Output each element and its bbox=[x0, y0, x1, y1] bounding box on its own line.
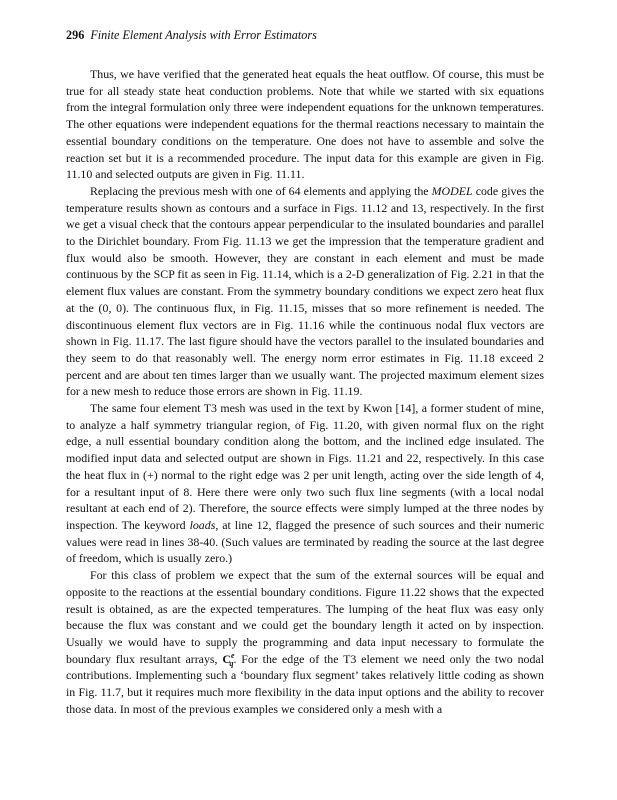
paragraph-1: Thus, we have verified that the generated heat equals the heat outflow. Of course, this must be true for all steady state heat conduction problems. Note that while we started with six equations from the integral formulation only three were independent equations for the unknown temperatures. The other equations were independent equations for the thermal reactions necessary to maintain the essential boundary conditions on the temperature. One does not have to assemble and solve the reaction set but it is a recommended procedure. The input data for this example are given in Fig. 11.10 and selected outputs are given in Fig. 11.11. bbox=[66, 67, 544, 182]
loads-keyword: loads bbox=[189, 517, 216, 532]
flux-array-letter: C bbox=[222, 651, 231, 666]
paragraph-4-part-a: For this class of problem we expect that the sum of the external sources will be equal and opposite to the reactions at the essential boundary conditions. Figure 11.22 shows that the expected result is obtained, as are the expected temperatures. The lumping of the heat flux was easy only because the flux was constant and we could get the boundary length it acted on by inspection. Usually we would have to supply the programming and data input necessary to formulate the boundary flux resultant arrays, bbox=[66, 568, 544, 666]
body-text bbox=[66, 66, 544, 717]
paragraph-2 bbox=[66, 183, 544, 400]
paragraph-4 bbox=[66, 567, 544, 717]
running-title: Finite Element Analysis with Error Estimators bbox=[90, 28, 317, 42]
page-number: 296 bbox=[66, 28, 85, 42]
paragraph-2-part-b: code gives the temperature results shown as contours and a surface in Figs. 11.12 and 13, respectively. In the first we get a visual check that the contours appear perpendicular to the insulated boundaries and parallel to the Dirichlet boundary. From Fig. 11.13 we get the impression that the temperature gradient and flux would also be smooth. However, they are constant in each element and must be made continuous by the SCP fit as seen in Fig. 11.14, which is a 2-D generalization of Fig. 2.21 in that the element flux values are constant. From the symmetry boundary conditions we expect zero heat flux at the (0, 0). The continuous flux, in Fig. 11.15, misses that so more refinement is needed. The discontinuous element flux vectors are in Fig. 11.16 while the continuous nodal flux vectors are shown in Fig. 11.17. The last figure should have the vectors parallel to the insulated boundaries and they seem to do that reasonably well. The energy norm error estimates in Fig. 11.18 exceed 2 percent and are about ten times larger than we usually want. The projected maximum element sizes for a new mesh to reduce those errors are shown in Fig. 11.19. bbox=[66, 183, 544, 399]
flux-array-subscript: q bbox=[229, 658, 234, 668]
paragraph-3 bbox=[66, 400, 544, 567]
model-code-name: MODEL bbox=[431, 183, 473, 198]
paragraph-3-part-b: , at line 12, flagged the presence of such sources and their numeric values were read in lines 38-40. (Such values are terminated by reading the source at the last degree of freedom, which is usually zero.) bbox=[66, 517, 544, 566]
running-header bbox=[66, 28, 317, 43]
paragraph-2-part-a: Replacing the previous mesh with one of 64 elements and applying the bbox=[90, 183, 432, 198]
flux-array-symbol bbox=[222, 652, 233, 666]
paragraph-3-part-a: The same four element T3 mesh was used in the text by Kwon [14], a former student of mine, to analyze a half symmetry triangular region, of Fig. 11.20, with given normal flux on the right edge, a null essential boundary condition along the bottom, and the inclined edge insulated. The modified input data and selected output are shown in Figs. 11.21 and 22, respectively. In this case the heat flux in (+) normal to the right edge was 2 per unit length, acting over the side length of 4, for a resultant input of 8. Here there were only two such flux line segments (with a local nodal resultant at each end of 2). Therefore, the source effects were simply lumped at the three nodes by inspection. The keyword bbox=[66, 401, 544, 532]
flux-array-superscript: e bbox=[230, 650, 235, 660]
paragraph-4-part-b: . For the edge of the T3 element we need only the two nodal contributions. Implementing such a ‘boundary flux segment’ takes relatively little coding as shown in Fig. 11.7, but it requires much more flexibility in the data input options and the ability to recover those data. In most of the previous examples we considered only a mesh with a bbox=[66, 651, 544, 716]
